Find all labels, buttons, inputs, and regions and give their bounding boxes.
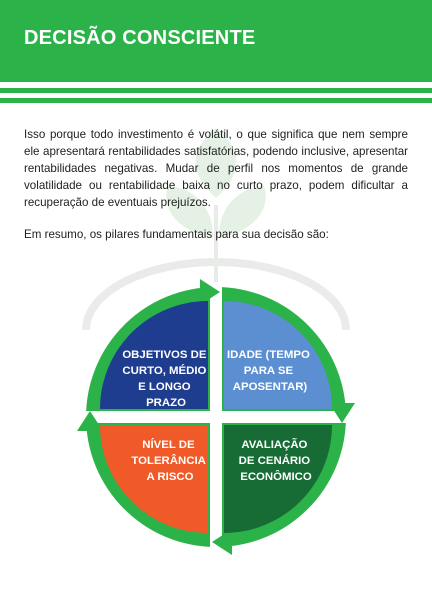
quadrant-label-objetivos: OBJETIVOS DE CURTO, MÉDIO E LONGO PRAZO [122,349,207,409]
intro-paragraph: Isso porque todo investimento é volátil, o que significa que nem sempre ele apresentará rentabilidades satisfatórias, podendo inclusive, apresentar rentabilidades negativas. Mudar de perfil nos momentos de grande volatilidade ou rentabilidade baixa no curto prazo, podem dificultar a recuperação de eventuais prejuízos. [24,128,408,209]
quadrant-label-avaliacao: AVALIAÇÃO DE CENÁRIO ECONÔMICO [238,439,312,483]
quadrant-label-idade: IDADE (TEMPO PARA SE APOSENTAR) [226,349,310,393]
quadrant-label-tolerancia: NÍVEL DE TOLERÂNCIA A RISCO [131,439,206,483]
page-title: DECISÃO CONSCIENTE [24,27,256,49]
ring-gap-horizontal [80,411,352,423]
lead-sentence: Em resumo, os pilares fundamentais para sua decisão são: [24,228,329,241]
